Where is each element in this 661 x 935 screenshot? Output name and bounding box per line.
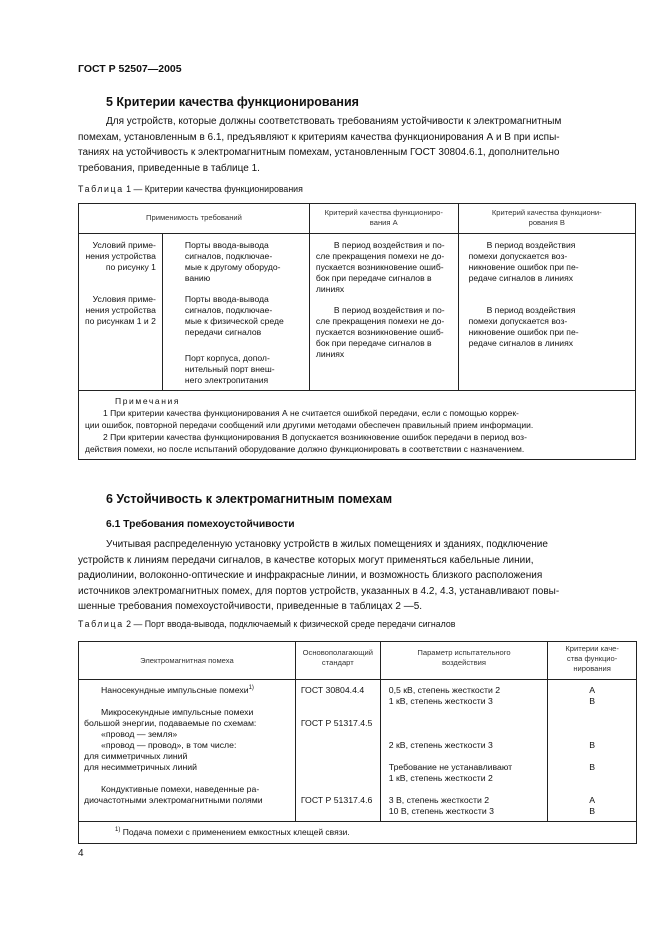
table-2-caption: Таблица 2 — Порт ввода-вывода, подключаемый к физической среде передачи сигналов <box>78 619 456 629</box>
ports-cell: Порты ввода-вывода сигналов, подключае- мые к другому оборудо- ванию Порты ввода-вывода сигналов, подключае- мые к физической среде передачи сигналов Порт корпуса, допол- нительный порт внеш- него электропитания <box>162 234 309 391</box>
col-criteria-header: Критерии каче- ства функцио- нирования <box>548 642 637 680</box>
section-6-paragraph: Учитывая распределенную установку устройств в жилых помещениях и зданиях, подключение устройств к линиям передачи сигналов, в качестве которых могут применяться кабельные линии, радиолинии, волоконно-оптические и инфракрасные линии, и возможность близкого расположения источников электромагнитных помех, для портов устройств, указанных в 4.2, 4.3, устанавливают повы- шенные требования помехоустойчивости, приведенные в таблицах 2 —5. <box>78 539 560 612</box>
col-param-header: Параметр испытательного воздействия <box>380 642 547 680</box>
col-applicability-header: Применимость требований <box>79 204 310 234</box>
table-row-standard: ГОСТ 30804.4.4 ГОСТ Р 51317.4.5 ГОСТ Р 51317.4.6 <box>295 680 380 822</box>
table-1-caption: Таблица 1 — Критерии качества функционирования <box>78 184 303 194</box>
col-standard-header: Основополагающий стандарт <box>295 642 380 680</box>
table-1 <box>78 203 636 460</box>
table-row-criteria: А В В В А В <box>548 680 637 822</box>
section-6-title: 6 Устойчивость к электромагнитным помехам <box>106 492 393 506</box>
table-2 <box>78 641 637 844</box>
table-1-notes: Примечания 1 При критерии качества функционирования А не считается ошибкой передачи, если с помощью коррек- ции ошибок, повторной передачи сообщений или другими методами обеспечен правильный прием информации. 2 При критерии качества функционирования В допускается возникновение ошибок передачи в период воз- действия помехи, но после испытаний оборудование должно функционировать в соответствии с назначением. <box>79 391 636 460</box>
page-number: 4 <box>78 848 84 859</box>
document-header: ГОСТ Р 52507—2005 <box>78 63 182 75</box>
table-2-footnote: $^{1)}$ Подача помехи с применением емкостных клещей связи. <box>79 822 637 844</box>
col-criterion-a-header: Критерий качества функциониро- вания А <box>309 204 458 234</box>
conditions-cell: Условий приме- нения устройства по рисунку 1 Условия приме- нения устройства по рисункам 1 и 2 <box>79 234 163 391</box>
section-6-1-title: 6.1 Требования помехоустойчивости <box>106 519 295 530</box>
col-emi-header: Электромагнитная помеха <box>79 642 296 680</box>
criterion-b-cell: В период воздействия помехи допускается воз- никновение ошибок при пе- редаче сигналов в линиях В период воздействия помехи допускается воз- никновение ошибок при пе- редаче сигналов в линиях <box>458 234 635 391</box>
table-row-emi: Наносекундные импульсные помехи$^{1)}$ Микросекундные импульсные помехи большой энергии, подаваемые по схемам: «провод — земля» «провод — провод», в том числе: для симметричных линий для несимметричных линий Кондуктивные помехи, наведенные ра- диочастотными электромагнитными полями <box>79 680 296 822</box>
table-row-param: 0,5 кВ, степень жесткости 2 1 кВ, степень жесткости 3 2 кВ, степень жесткости 3 Требование не устанавливают 1 кВ, степень жесткости 2 3 В, степень жесткости 2 10 В, степень жесткости 3 <box>380 680 547 822</box>
criterion-a-cell: В период воздействия и по- сле прекращения помехи не до- пускается возникновение ошиб- бок при передаче сигналов в линиях В период воздействия и по- сле прекращения помехи не до- пускается возникновение ошиб- бок при передаче сигналов в линиях <box>309 234 458 391</box>
section-5-title: 5 Критерии качества функционирования <box>106 95 359 109</box>
col-criterion-b-header: Критерий качества функциони- рования В <box>458 204 635 234</box>
section-5-paragraph: Для устройств, которые должны соответствовать требованиям устойчивости к электромагнитным помехам, установленным в 6.1, предъявляют к критериям качества функционирования А и В при испы- таниях на устойчивость к электромагнитным помехам, установленным ГОСТ 30804.6.1, дополнительно требования, приведенные в таблице 1. <box>78 116 562 174</box>
